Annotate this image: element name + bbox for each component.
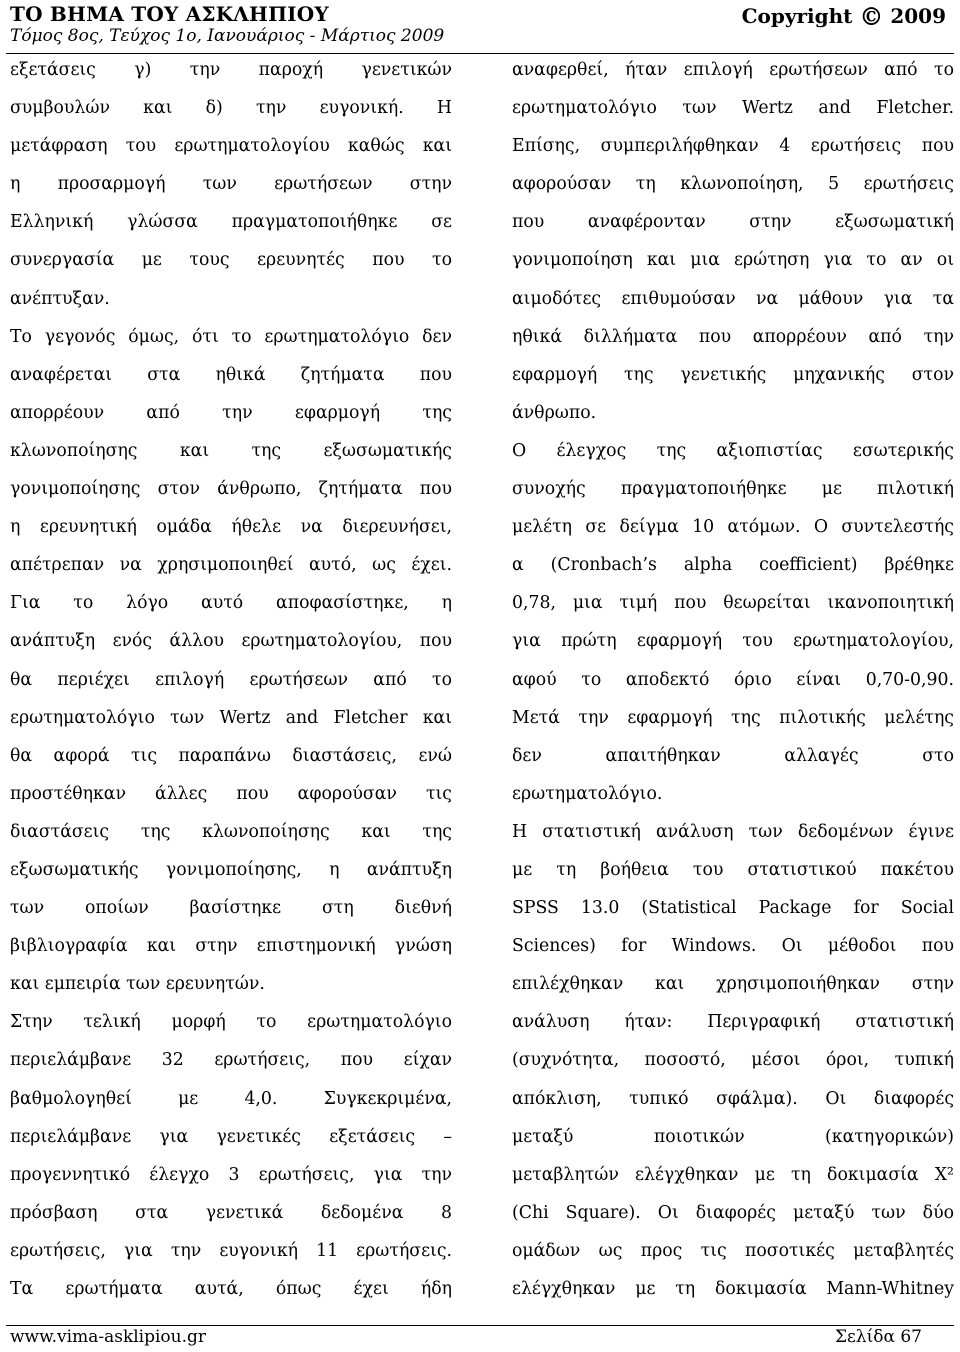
text-line: ερωτηματολόγιο των Wertz and Fletcher και: [10, 707, 452, 728]
text-line: Sciences) for Windows. Οι μέθοδοι που: [512, 936, 954, 957]
text-line: Επίσης, συμπεριλήφθηκαν 4 ερωτήσεις που: [512, 136, 954, 157]
text-line: γονιμοποίησης στον άνθρωπο, ζητήματα που: [10, 479, 452, 500]
text-line: εφαρμογή της γενετικής μηχανικής στον: [512, 364, 954, 385]
text-line: ερωτηματολόγιο.: [512, 783, 663, 804]
text-line: συμβουλών και δ) την ευγονική. Η: [10, 98, 452, 119]
text-line: βιβλιογραφία και στην επιστημονική γνώση: [10, 936, 452, 957]
text-line: (Chi Square). Οι διαφορές μεταξύ των δύο: [512, 1202, 954, 1223]
text-line: και εμπειρία των ερευνητών.: [10, 974, 265, 995]
text-line: προστέθηκαν άλλες που αφορούσαν τις: [10, 783, 452, 804]
text-line: δεν απαιτήθηκαν αλλαγές στο: [512, 745, 954, 766]
text-line: ομάδων ως προς τις ποσοτικές μεταβλητές: [512, 1240, 954, 1261]
text-line: εξετάσεις γ) την παροχή γενετικών: [10, 60, 452, 80]
text-line: θα περιέχει επιλογή ερωτήσεων από το: [10, 669, 452, 690]
text-line: ανάλυση ήταν: Περιγραφική στατιστική: [512, 1012, 954, 1033]
journal-title: ΤΟ ΒΗΜΑ ΤΟΥ ΑΣΚΛΗΠΙΟΥ: [10, 2, 329, 26]
text-line: επιλέχθηκαν και χρησιμοποιήθηκαν στην: [512, 974, 954, 995]
copyright-notice: [742, 2, 946, 31]
text-line: προγεννητικό έλεγχο 3 ερωτήσεις, για την: [10, 1164, 452, 1185]
page-header: [10, 0, 946, 52]
text-line: θα αφορά τις παραπάνω διαστάσεις, ενώ: [10, 745, 452, 766]
text-line: μεταξύ ποιοτικών (κατηγορικών): [512, 1126, 954, 1147]
text-line: αναφέρεται στα ηθικά ζητήματα που: [10, 364, 452, 385]
text-line: γονιμοποίηση και μια ερώτηση για το αν οι: [512, 250, 954, 271]
text-line: ανέπτυξαν.: [10, 288, 110, 309]
text-line: περιελάμβανε για γενετικές εξετάσεις –: [10, 1126, 452, 1147]
footer-divider: [6, 1325, 954, 1326]
text-line: SPSS 13.0 (Statistical Package for Social: [512, 898, 954, 919]
text-line: Μετά την εφαρμογή της πιλοτικής μελέτης: [512, 707, 954, 728]
text-line: μεταβλητών ελέγχθηκαν με τη δοκιμασία Χ²: [512, 1164, 954, 1185]
left-text-column: [10, 51, 452, 1308]
text-line: (συχνότητα, ποσοστό, μέσοι όροι, τυπική: [512, 1050, 954, 1071]
text-line: των οποίων βασίστηκε στη διεθνή: [10, 898, 452, 919]
text-line: η προσαρμογή των ερωτήσεων στην: [10, 174, 452, 195]
page-number: Σελίδα 67: [834, 1327, 922, 1347]
right-text-column: [512, 51, 954, 1308]
text-line: συνεργασία με τους ερευνητές που το: [10, 250, 452, 271]
text-line: ανάπτυξη ενός άλλου ερωτηματολογίου, που: [10, 631, 452, 652]
text-line: ηθικά διλλήματα που απορρέουν από την: [512, 326, 954, 347]
copyright-label: Copyright: [741, 4, 853, 28]
text-line: η ερευνητική ομάδα ήθελε να διερευνήσει,: [10, 517, 452, 538]
text-line: αφορούσαν τη κλωνοποίηση, 5 ερωτήσεις: [512, 174, 954, 195]
text-line: Τα ερωτήματα αυτά, όπως έχει ήδη: [10, 1279, 452, 1299]
text-line: συνοχής πραγματοποιήθηκε με πιλοτική: [512, 479, 954, 500]
copyright-icon: ©: [859, 2, 884, 31]
text-line: κλωνοποίησης και της εξωσωματικής: [10, 440, 452, 461]
text-line: διαστάσεις της κλωνοποίησης και της: [10, 821, 452, 842]
text-line: ερωτηματολόγιο των Wertz and Fletcher.: [512, 98, 954, 119]
text-line: απόκλιση, τυπικό σφάλμα). Οι διαφορές: [512, 1088, 954, 1109]
text-line: 0,78, μια τιμή που θεωρείται ικανοποιητική: [512, 593, 954, 614]
text-line: βαθμολογηθεί με 4,0. Συγκεκριμένα,: [10, 1088, 452, 1109]
text-line: ερωτήσεις, για την ευγονική 11 ερωτήσεις.: [10, 1240, 452, 1261]
text-line: ελέγχθηκαν με τη δοκιμασία Mann-Whitney: [512, 1279, 954, 1299]
text-line: αιμοδότες επιθυμούσαν να μάθουν για τα: [512, 288, 954, 309]
text-line: για πρώτη εφαρμογή του ερωτηματολογίου,: [512, 631, 954, 652]
text-line: Η στατιστική ανάλυση των δεδομένων έγινε: [512, 821, 954, 842]
text-line: Το γεγονός όμως, ότι το ερωτηματολόγιο δεν: [10, 326, 452, 347]
text-line: αναφερθεί, ήταν επιλογή ερωτήσεων από το: [512, 60, 954, 80]
text-line: Ελληνική γλώσσα πραγματοποιήθηκε σε: [10, 212, 452, 233]
issue-line: Τόμος 8ος, Τεύχος 1ο, Ιανουάριος - Μάρτιος 2009: [10, 26, 445, 46]
footer-website-link[interactable]: www.vima-asklipiou.gr: [10, 1327, 207, 1347]
text-line: που αναφέρονταν στην εξωσωματική: [512, 212, 954, 233]
copyright-year: 2009: [890, 4, 946, 28]
text-line: πρόσβαση στα γενετικά δεδομένα 8: [10, 1202, 452, 1223]
text-line: μελέτη σε δείγμα 10 ατόμων. Ο συντελεστής: [512, 517, 954, 538]
text-line: Για το λόγο αυτό αποφασίστηκε, η: [10, 593, 452, 614]
text-line: απέτρεπαν να χρησιμοποιηθεί αυτό, ως έχει.: [10, 555, 452, 576]
text-line: με τη βοήθεια του στατιστικού πακέτου: [512, 859, 954, 880]
text-line: Στην τελική μορφή το ερωτηματολόγιο: [10, 1012, 452, 1033]
text-line: α (Cronbach’s alpha coefficient) βρέθηκε: [512, 555, 954, 576]
text-line: αφού το αποδεκτό όριο είναι 0,70-0,90.: [512, 669, 954, 690]
text-line: περιελάμβανε 32 ερωτήσεις, που είχαν: [10, 1050, 452, 1071]
text-line: απορρέουν από την εφαρμογή της: [10, 402, 452, 423]
text-line: μετάφραση του ερωτηματολογίου καθώς και: [10, 136, 452, 157]
text-line: εξωσωματικής γονιμοποίησης, η ανάπτυξη: [10, 859, 452, 880]
text-line: άνθρωπο.: [512, 402, 597, 423]
text-line: Ο έλεγχος της αξιοπιστίας εσωτερικής: [512, 440, 954, 461]
